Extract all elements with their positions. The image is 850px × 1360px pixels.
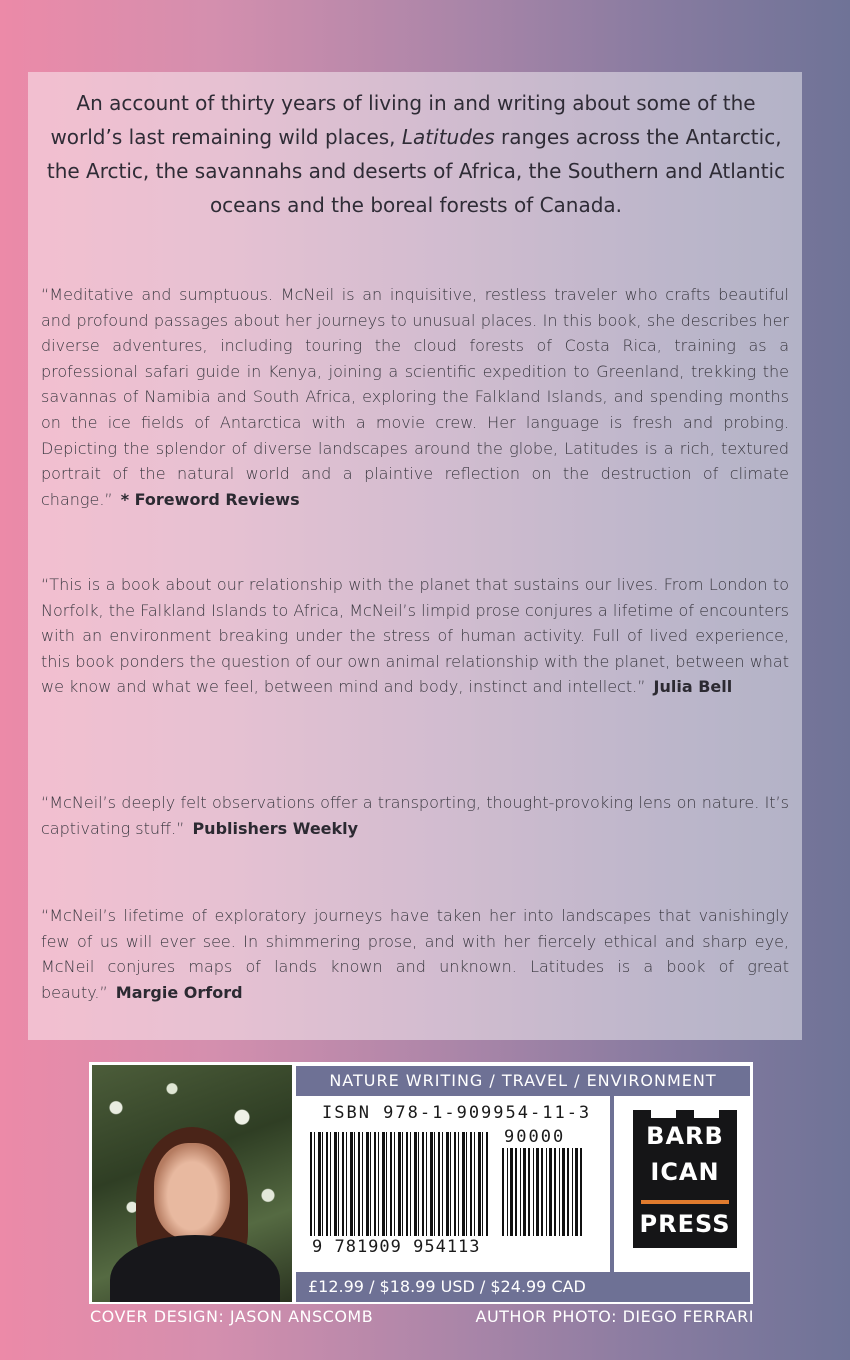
book-description [46,86,786,222]
author-face [154,1143,230,1239]
quote-source: Publishers Weekly [192,818,359,838]
price-band: £12.99 / $18.99 USD / $24.99 CAD [296,1272,750,1302]
author-jacket [110,1235,280,1302]
quote-source: Margie Orford [115,982,243,1002]
logo-crenel [633,1110,651,1120]
price-addon-code: 90000 [504,1127,566,1147]
quote-source: Julia Bell [653,677,733,697]
review-quote [41,282,789,512]
logo-text-line2: ICAN [650,1158,720,1186]
logo-crenel [719,1110,737,1120]
review-quote [41,572,789,700]
cover-design-credit: COVER DESIGN: JASON ANSCOMB [90,1307,374,1326]
barcode-digits: 9 781909 954113 [312,1237,481,1257]
quote-text: “Meditative and sumptuous. McNeil is an inquisitive, restless traveler who crafts beautiful and profound passages about her journeys to unusual places. In this book, she describes her diverse adventures, including touring the cloud forests of Costa Rica, training as a professional safari guide in Kenya, joining a scientific expedition to Greenland, trekking the savannas of Namibia and South Africa, exploring the Falkland Islands, and spending months on the ice fields of Antarctica with a movie crew. Her language is fresh and probing. Depicting the splendor of diverse landscapes around the globe, Latitudes is a rich, textured portrait of the natural world and a plaintive reflection on the destruction of climate change.” [41,285,789,509]
quote-source: * Foreword Reviews [120,489,300,509]
publisher-logo [633,1118,737,1248]
logo-text-line3: PRESS [639,1210,731,1238]
genre-band: NATURE WRITING / TRAVEL / ENVIRONMENT [296,1066,750,1096]
description-text-start: An account of thirty years of living in and writing about some of the world’s last remaining wild places, [50,91,756,149]
logo-accent-bar [641,1200,729,1204]
logo-text-line1: BARB [646,1122,724,1150]
logo-crenel [676,1110,694,1120]
book-title: Latitudes [401,125,495,149]
quote-text: “This is a book about our relationship with the planet that sustains our lives. From London to Norfolk, the Falkland Islands to Africa, McNeil’s limpid prose conjures a lifetime of encounters with an environment breaking under the stress of human activity. Full of lived experience, this book ponders the question of our own animal relationship with the planet, between what we know and what we feel, between mind and body, instinct and intellect.” [41,575,789,697]
description-text-end: ranges across the Antarctic, the Arctic, the savannahs and deserts of Africa, the Southern and Atlantic oceans and the boreal forests of Canada. [46,125,786,217]
review-quote [41,903,789,1005]
review-quote [41,790,789,841]
author-photo-credit: AUTHOR PHOTO: DIEGO FERRARI [475,1307,754,1326]
isbn-label: ISBN 978-1-909954-11-3 [322,1103,592,1123]
isbn-barcode [310,1132,490,1236]
author-photo [92,1065,292,1302]
quote-text: “McNeil’s lifetime of exploratory journeys have taken her into landscapes that vanishingly few of us will ever see. In shimmering prose, and with her fiercely ethical and sharp eye, McNeil conjures maps of lands known and unknown. Latitudes is a book of great beauty.” [41,906,789,1002]
quote-text: “McNeil’s deeply felt observations offer a transporting, thought-provoking lens on nature. It’s captivating stuff.” [41,793,789,838]
credits-line [90,1307,754,1326]
addon-barcode [502,1148,582,1236]
